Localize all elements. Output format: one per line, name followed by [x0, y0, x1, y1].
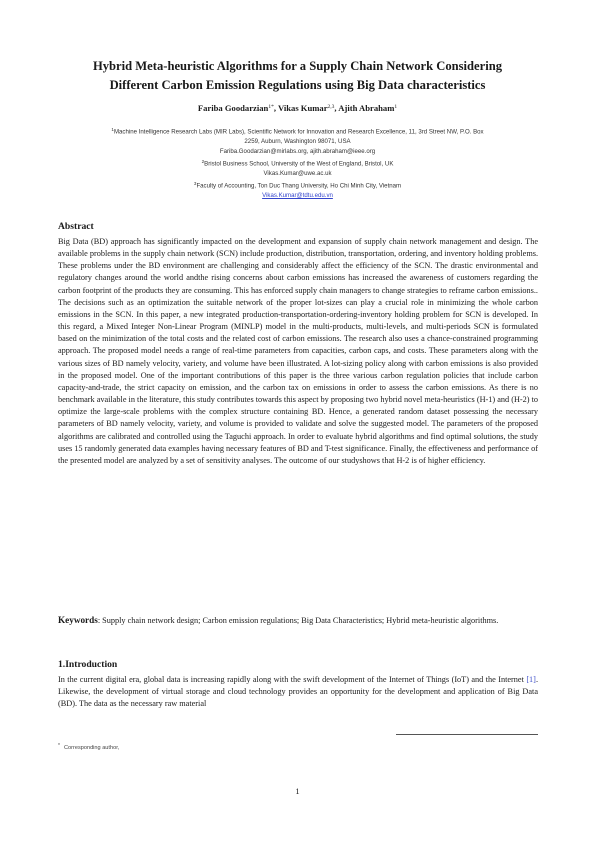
affiliation-email: Fariba.Goodarzian@mirlabs.org, ajith.abraham@ieee.org [219, 147, 376, 155]
citation-link[interactable]: [1] [526, 675, 536, 684]
keywords-text: : Supply chain network design; Carbon emission regulations; Big Data Characteristics; Hybrid meta-heuristic algorithms. [97, 616, 499, 625]
affiliation-email: Vikas.Kumar@uwe.ac.uk [263, 169, 332, 177]
affiliation-mark: 3 [193, 180, 197, 186]
affiliation-line [80, 157, 515, 169]
author-name: Fariba Goodarzian [197, 103, 269, 113]
author-affiliation-mark: 2,3 [327, 104, 335, 110]
title-line-2: Different Carbon Emission Regulations using Big Data characteristics [109, 78, 486, 92]
introduction-body [58, 674, 538, 710]
affiliation-mark: 2 [201, 158, 205, 164]
affiliation-text: Machine Intelligence Research Labs (MIR Labs), Scientific Network for Innovation and Research Excellence, 11, 3rd Street NW, P.O. Box [113, 128, 484, 136]
affiliation-text: 2259, Auburn, Washington 98071, USA [244, 138, 351, 146]
footnote-text: Corresponding author, [63, 745, 120, 751]
abstract-heading: Abstract [58, 221, 94, 232]
page-number: 1 [295, 786, 300, 796]
title-line-1: Hybrid Meta-heuristic Algorithms for a Supply Chain Network Considering [92, 59, 503, 73]
footnote [58, 743, 119, 751]
keywords-paragraph [58, 614, 538, 627]
keywords-label: Keywords [58, 615, 98, 625]
affiliation-line [80, 147, 515, 157]
author-name: Vikas Kumar [277, 103, 328, 113]
introduction-heading: 1.Introduction [58, 659, 118, 670]
affiliations [80, 125, 515, 200]
affiliation-line [80, 179, 515, 191]
footnote-divider [396, 734, 538, 735]
affiliation-text: Bristol Business School, University of the West of England, Bristol, UK [204, 160, 394, 168]
affiliation-line [80, 191, 515, 201]
affiliation-line [80, 125, 515, 137]
author-list [40, 103, 555, 113]
author-affiliation-mark: 1 [394, 104, 398, 110]
introduction-text: . Likewise, the development of virtual storage and cloud technology provides an opportunity for the development and application of Big Data (BD). The data as the necessary raw material [58, 675, 538, 709]
footnote-mark: * [58, 743, 60, 749]
author-affiliation-mark: 1* [268, 104, 274, 110]
affiliation-email-link[interactable]: Vikas.Kumar@tdtu.edu.vn [262, 191, 333, 199]
affiliation-line [80, 169, 515, 179]
abstract-body: Big Data (BD) approach has significantly impacted on the development and expansion of supply chain network management and design. The available problems in the supply chain network (SCN) include production, distribution, transportation, ordering, and inventory holding problems. These problems under the BD environment are challenging and considerably affect the efficiency of the SCN. The drastic environmental and regulatory changes around the world andthe rising concerns about carbon emissions has increased the awareness of customers regarding the carbon footprint of the products they are consuming. This has enforced supply chain managers to change strategies to reframe carbon emissions.. The decisions such as an optimization the suitable network of the proper lot-sizes can play a crucial role in minimizing the whole carbon emissions in the SCN. In this paper, a new integrated production-transportation-ordering-inventory holding problem for SCN is developed. In this regard, a Mixed Integer Non-Linear Program (MINLP) model in the multi-products, multi-levels, and multi-periods SCN is formulated based on the minimization of the total costs and the related cost of carbon emissions. The research also uses a chance-constrained programming approach. The proposed model needs a range of real-time parameters from capacities, carbon caps, and costs. These parameters along with the various sizes of BD namely velocity, variety, and volume have been illustrated. A lot-sizing policy along with carbon emissions is also provided in the proposed model. One of the important contributions of this paper is the three various carbon regulation policies that include carbon capacity-and-trade, the strict capacity on emission, and the carbon tax on emissions in order to assess the carbon emissions. As there is no benchmark available in the literature, this study contributes towards this aspect by proposing two hybrid novel meta-heuristics (H-1) and (H-2) to optimize the large-scale problems with the complex structure containing BD. Hence, a generated random dataset possessing the necessary parameters of BD namely velocity, variety, and volume is provided to validate and solve the suggested model. The parameters of the proposed algorithms are calibrated and controlled using the Taguchi approach. In order to evaluate hybrid algorithms and find optimal solutions, the study uses 15 randomly generated data examples having necessary features of BD and T-test significance. Finally, the effectiveness and performance of the presented model are analyzed by a set of sensitivity analyses. The outcome of our studyshows that H-2 is of higher efficiency. [58, 237, 539, 465]
author-separator: , [334, 103, 339, 113]
affiliation-text: Faculty of Accounting, Ton Duc Thang University, Ho Chi Minh City, Vietnam [196, 182, 402, 190]
author-name: Ajith Abraham [338, 103, 395, 113]
introduction-text: In the current digital era, global data is increasing rapidly along with the swift development of the Internet of Things (IoT) and the Internet [58, 675, 527, 684]
affiliation-mark: 1 [111, 127, 114, 132]
paper-title [40, 57, 555, 95]
author-separator: , [273, 103, 278, 113]
affiliation-line [80, 137, 515, 147]
